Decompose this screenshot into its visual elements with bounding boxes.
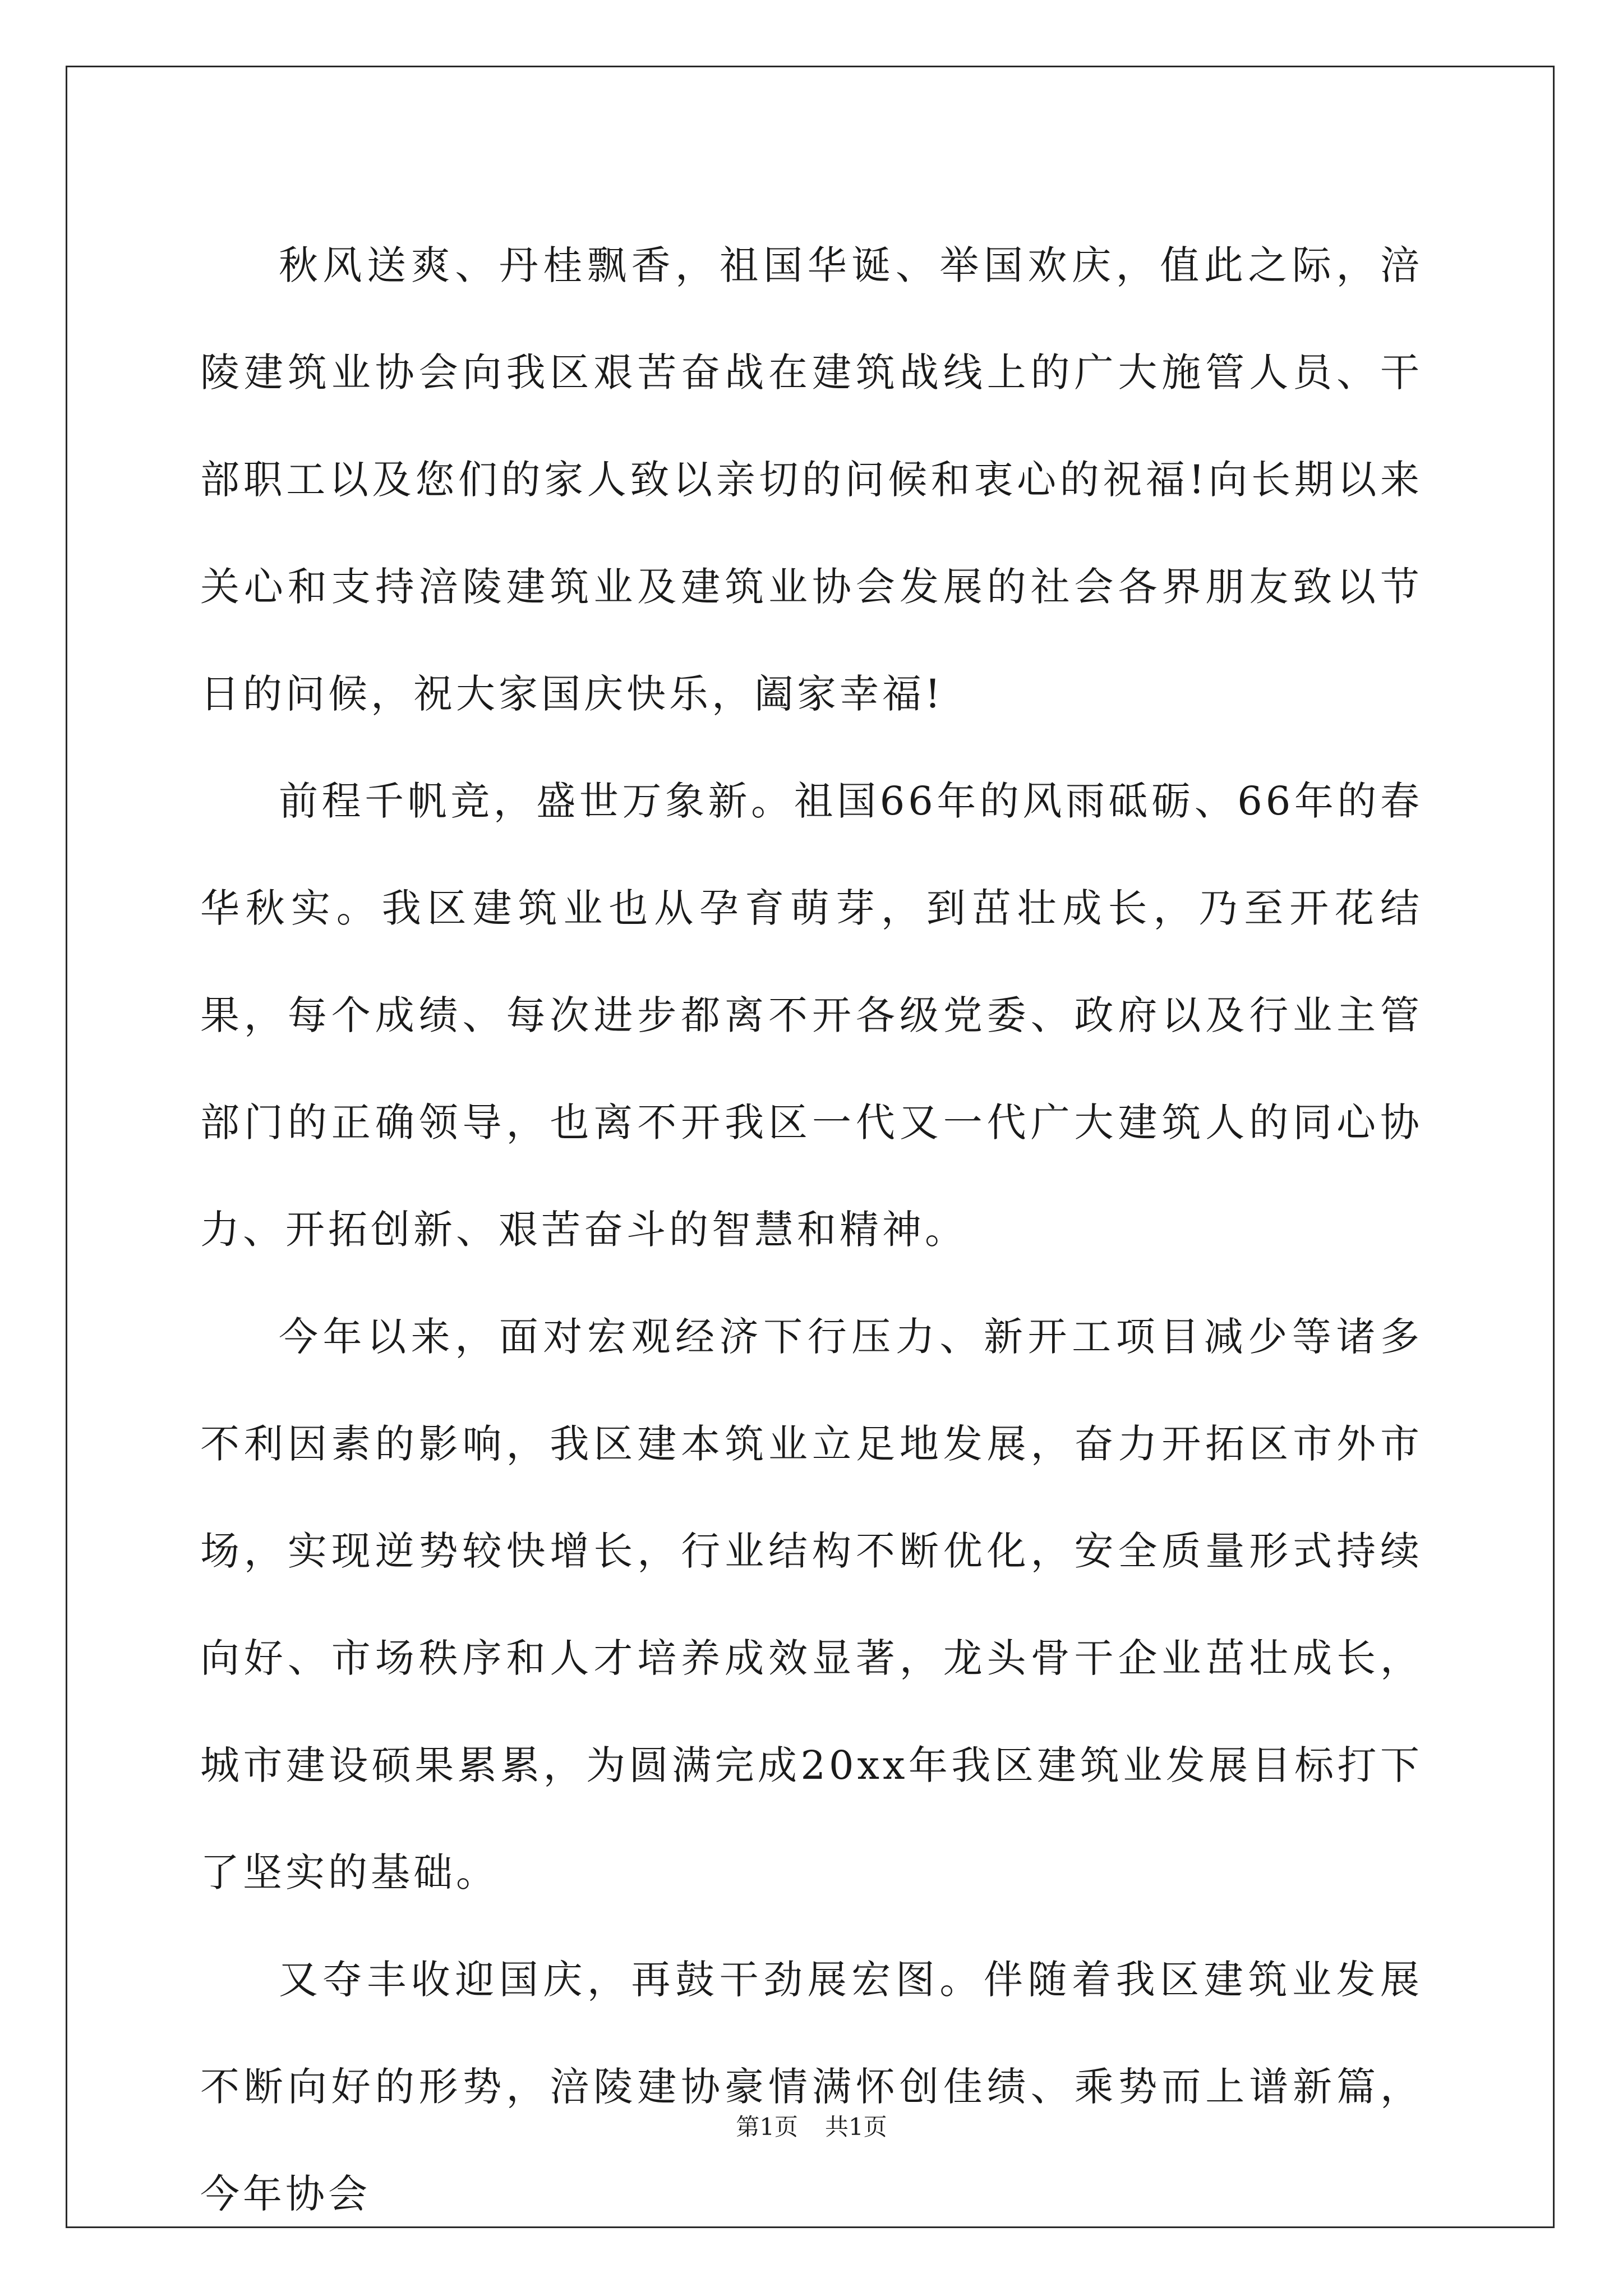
document-body [200,212,1423,2248]
page-number-current: 第1页 [736,2113,798,2141]
page-number-total: 共1页 [825,2113,887,2141]
paragraph-4: 又夺丰收迎国庆，再鼓干劲展宏图。伴随着我区建筑业发展不断向好的形势，涪陵建协豪情满怀创佳绩、乘势而上谱新篇，今年协会 [200,1957,1423,2217]
paragraph-1: 秋风送爽、丹桂飘香，祖国华诞、举国欢庆，值此之际，涪陵建筑业协会向我区艰苦奋战在建筑战线上的广大施管人员、干部职工以及您们的家人致以亲切的问候和衷心的祝福!向长期以来关心和支持涪陵建筑业及建筑业协会发展的社会各界朋友致以节日的问候，祝大家国庆快乐，阖家幸福! [200,242,1423,717]
paragraph-2: 前程千帆竞，盛世万象新。祖国66年的风雨砥砺、66年的春华秋实。我区建筑业也从孕育萌芽，到茁壮成长，乃至开花结果，每个成绩、每次进步都离不开各级党委、政府以及行业主管部门的正确领导，也离不开我区一代又一代广大建筑人的同心协力、开拓创新、艰苦奋斗的智慧和精神。 [200,778,1423,1253]
paragraph-3: 今年以来，面对宏观经济下行压力、新开工项目减少等诸多不利因素的影响，我区建本筑业立足地发展，奋力开拓区市外市场，实现逆势较快增长，行业结构不断优化，安全质量形式持续向好、市场秩序和人才培养成效显著，龙头骨干企业茁壮成长，城市建设硕果累累，为圆满完成20xx年我区建筑业发展目标打下了坚实的基础。 [200,1314,1423,1895]
page-footer [0,2110,1623,2144]
